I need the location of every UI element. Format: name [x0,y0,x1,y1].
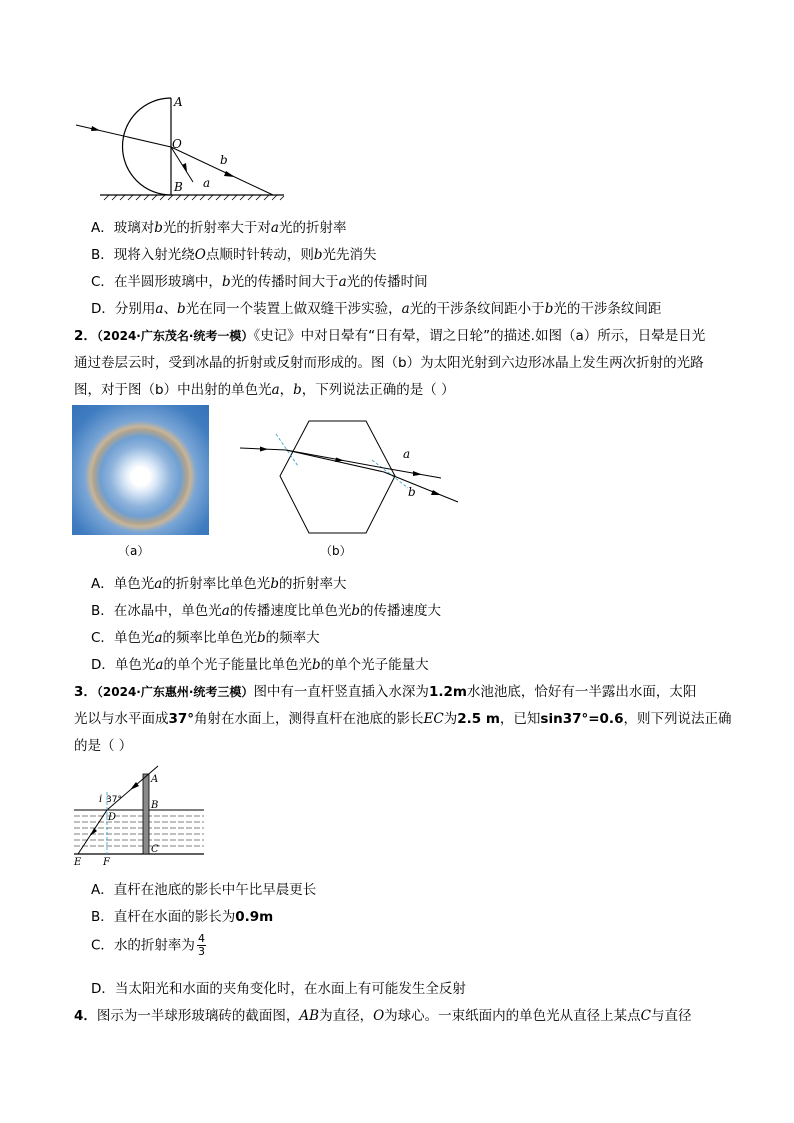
q3-option-b: B．直杆在水面的影长为0.9m [91,909,274,925]
q2-option-b: B．在冰晶中，单色光a的传播速度比单色光b的传播速度大 [91,603,441,619]
pole [143,774,149,854]
label-A: A [174,95,183,109]
label-B: B [151,800,159,811]
q1-option-d: D．分别用a、b光在同一个装置上做双缝干涉实验，a光的干涉条纹间距小于b光的干涉条纹间距 [91,301,662,317]
q2-option-d: D．单色光a的单个光子能量比单色光b的单个光子能量大 [91,657,429,673]
q1-option-b: B．现将入射光绕O点顺时针转动，则b光先消失 [91,247,377,263]
q2-option-c: C．单色光a的频率比单色光b的频率大 [91,630,320,646]
label-B: B [174,180,183,194]
hexagon-figure [236,418,466,543]
label-F: F [103,857,110,868]
label-b: b [220,153,228,167]
fraction-4-3: $\frac{4}{3}$ [197,932,205,958]
q2-stem-line2: 通过卷层云时，受到冰晶的折射或反射而形成的。图（b）为太阳光射到六边形冰晶上发生两次折射的光路 [74,355,704,371]
label-D: D [108,812,117,823]
q4-stem-line1: 4．图示为一半球形玻璃砖的截面图，AB为直径，O为球心。一束纸面内的单色光从直径上某点C与直径 [74,1008,692,1024]
q3-stem-line2: 光以与水平面成37°角射在水面上，测得直杆在池底的影长EC为2.5 m，已知sin37°=0.6，则下列说法正确 [74,711,732,727]
q2-stem-line3: 图，对于图（b）中出射的单色光a，b，下列说法正确的是（ ） [74,382,455,398]
sun-halo-photo [72,405,209,535]
caption-b: （b） [320,544,352,558]
q3-option-d: D．当太阳光和水面的夹角变化时，在水面上有可能发生全反射 [91,981,466,997]
q3-option-a: A．直杆在池底的影长中午比早晨更长 [91,882,317,898]
q1-option-c: C．在半圆形玻璃中，b光的传播时间大于a光的传播时间 [91,274,428,290]
label-C: C [151,844,159,855]
label-b: b [408,485,416,499]
caption-a: （a） [118,544,150,558]
q1-option-a: A．玻璃对b光的折射率大于对a光的折射率 [91,220,347,236]
label-a: a [203,176,211,190]
q3-option-c: C．水的折射率为 $\frac{4}{3}$ [91,932,205,958]
label-i: i [99,794,103,805]
q2-stem-line1: 2．（2024·广东茂名·统考一模）《史记》中对日晕有“日有晕，谓之日轮”的描述.如图（a）所示，日晕是日光 [74,328,706,344]
label-ang: 37° [106,795,122,805]
q2-option-a: A．单色光a的折射率比单色光b的折射率大 [91,576,347,592]
hexagon-crystal [280,421,395,533]
label-O: O [172,137,182,151]
label-a: a [403,447,411,461]
semicircle-glass [123,98,172,195]
pool-figure [70,760,210,868]
q3-stem-line1: 3．（2024·广东惠州·统考三模）图中有一直杆竖直插入水深为1.2m水池池底，恰好有一半露出水面，太阳 [74,684,697,700]
label-E: E [74,857,82,868]
q3-stem-line3: 的是（ ） [74,738,133,754]
q1-figure [70,92,290,202]
label-A: A [151,774,159,785]
